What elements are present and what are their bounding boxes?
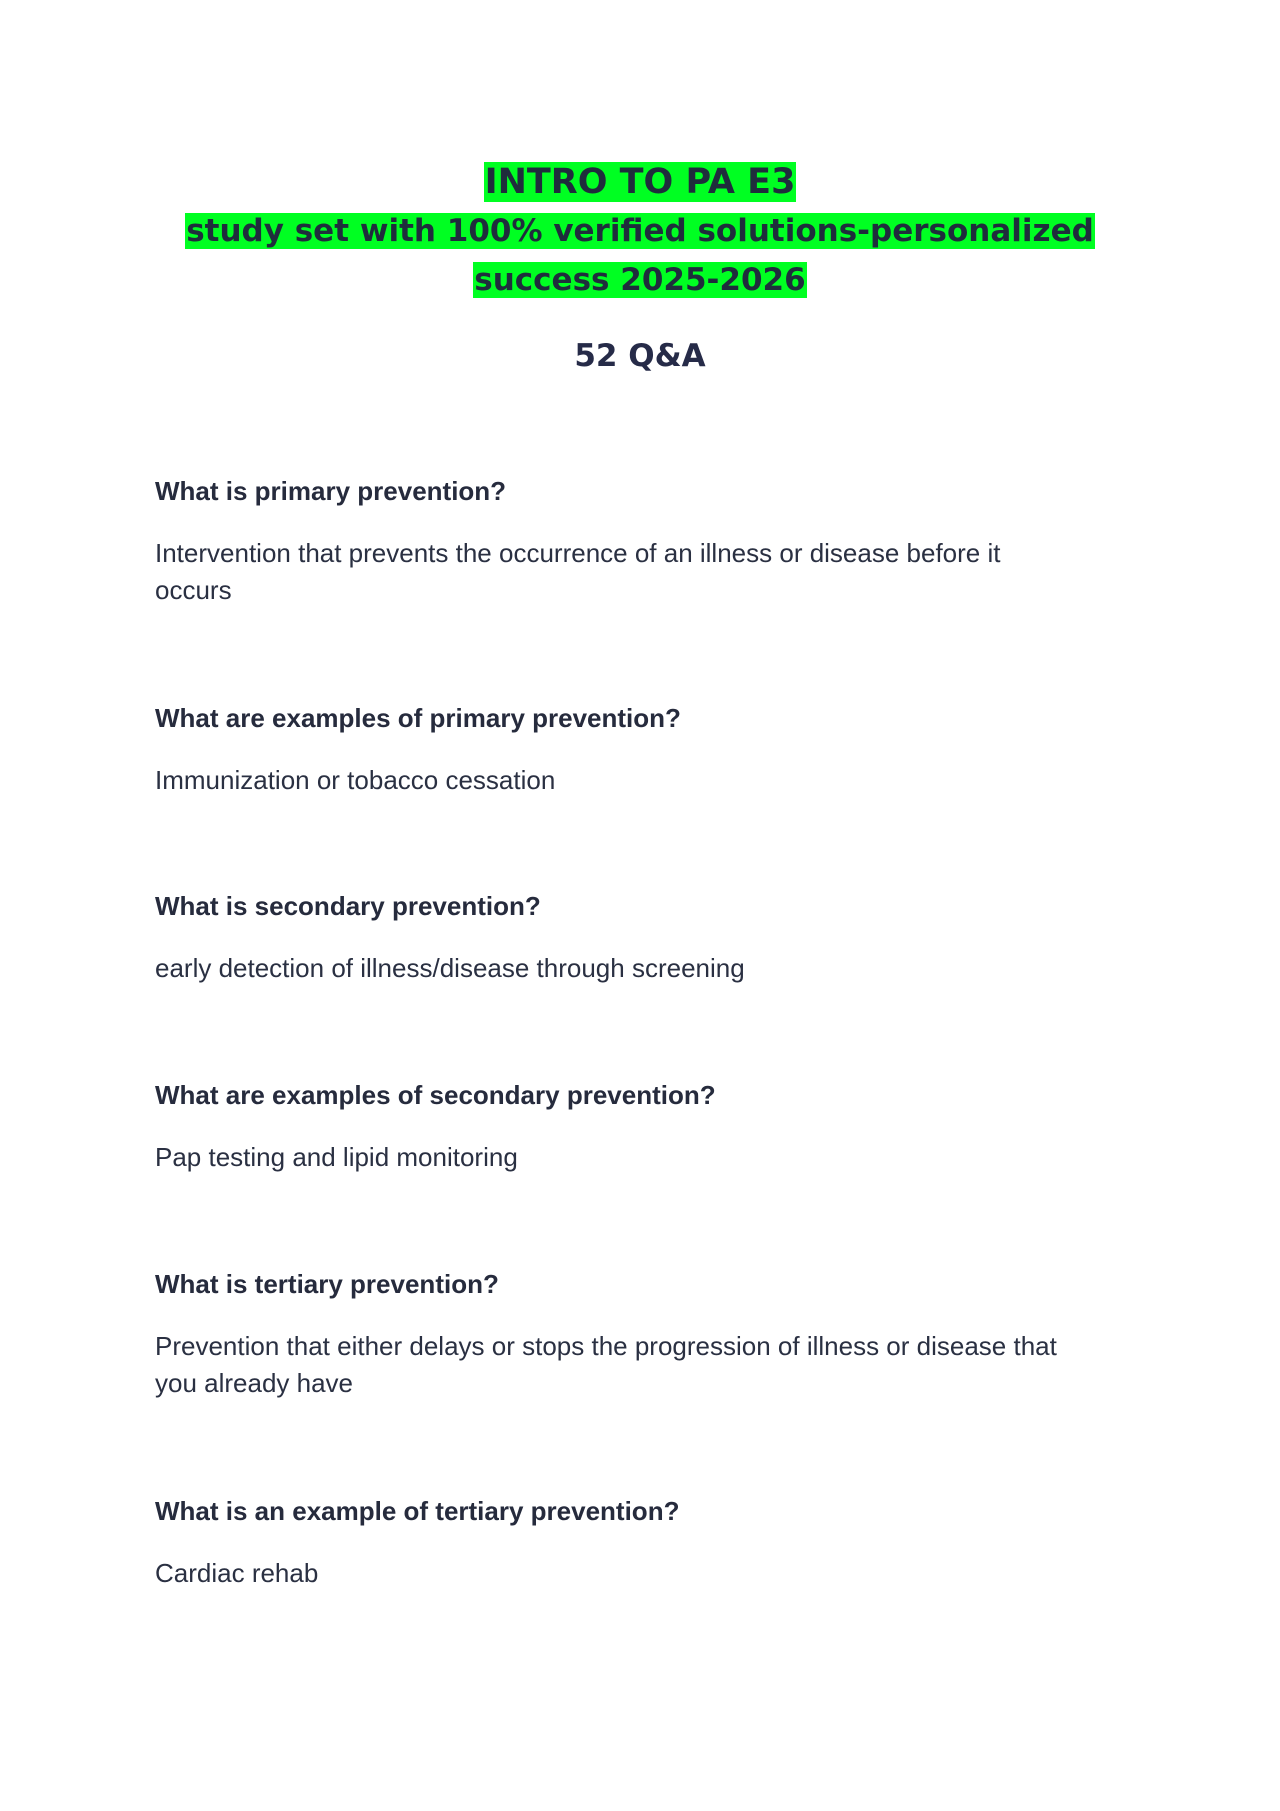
answer-line: occurs [155,575,232,605]
answer [155,762,1145,799]
answer [155,1139,1145,1176]
subtitle-highlight-2: success 2025-2026 [474,262,806,298]
question: What is primary prevention? [155,476,507,506]
answer-line: early detection of illness/disease through screening [155,953,745,983]
qa-item [155,1077,1145,1176]
subtitle-highlight-1: study set with 100% verified solutions-personalized [186,213,1094,249]
qa-count: 52 Q&A [574,338,706,374]
question: What is an example of tertiary prevention? [155,1496,680,1526]
qa-item [155,888,1145,987]
question: What is tertiary prevention? [155,1269,499,1299]
document-subtitle-line-2 [0,256,1280,305]
qa-item [155,1493,1145,1592]
answer [155,1328,1145,1402]
answer-line: you already have [155,1368,354,1398]
question: What is secondary prevention? [155,891,541,921]
answer [155,950,1145,987]
document-subtitle-line-1 [0,207,1280,256]
answer-line: Intervention that prevents the occurrence of an illness or disease before it [155,538,1001,568]
question: What are examples of secondary prevention? [155,1080,716,1110]
answer-line: Cardiac rehab [155,1558,319,1588]
answer-line: Pap testing and lipid monitoring [155,1142,518,1172]
question: What are examples of primary prevention? [155,703,681,733]
title-highlight: INTRO TO PA E3 [484,162,796,202]
document-header [0,158,1280,305]
answer-line: Immunization or tobacco cessation [155,765,556,795]
answer [155,535,1145,609]
qa-item [155,1266,1145,1402]
qa-item [155,700,1145,799]
document-title [0,158,1280,207]
qa-item [155,473,1145,609]
answer [155,1555,1145,1592]
answer-line: Prevention that either delays or stops the progression of illness or disease that [155,1331,1057,1361]
